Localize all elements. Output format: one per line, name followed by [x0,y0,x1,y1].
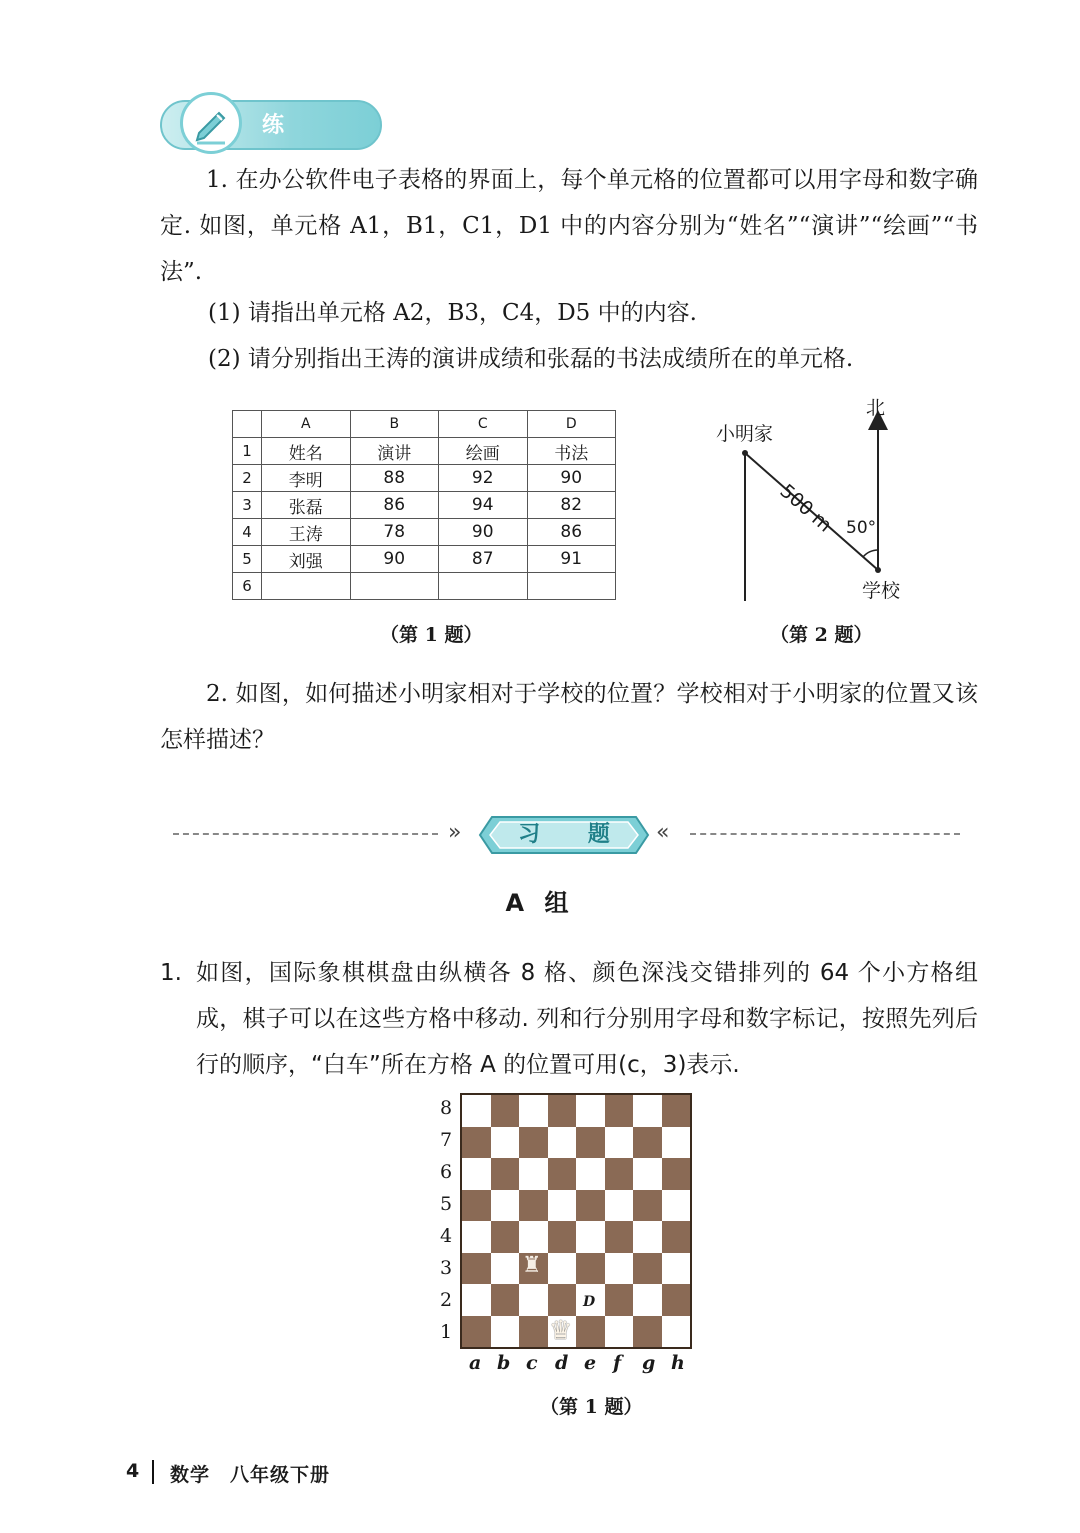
spreadsheet-figure [232,410,616,600]
chess-square [548,1284,577,1316]
spreadsheet-cell: 92 [439,465,528,492]
chess-square [548,1253,577,1285]
chess-square [576,1253,605,1285]
spreadsheet-row [233,438,616,465]
chess-square [633,1316,662,1348]
spreadsheet-cell: 姓名 [262,438,351,465]
spreadsheet-row-number: 2 [233,465,262,492]
file-label: f [613,1352,622,1374]
chess-square [519,1127,548,1159]
figure-chessboard-caption: （第 1 题） [540,1396,643,1418]
book-title: 数学 八年级下册 [170,1464,331,1486]
angle-arc [863,550,878,557]
chess-queen-icon: ♛ [549,1316,573,1346]
chess-square [548,1127,577,1159]
chess-square [605,1221,634,1253]
figure-1-caption: （第 1 题） [380,624,483,646]
angle-label: 50° [846,518,877,538]
chess-square [633,1158,662,1190]
chess-square [605,1316,634,1348]
spreadsheet-column-header: D [527,411,616,438]
chess-square [491,1127,520,1159]
chess-square [519,1158,548,1190]
exercise-question-number: 1. [160,960,182,986]
spreadsheet-column-header-row [233,411,616,438]
chess-square [462,1253,491,1285]
file-label: a [469,1352,482,1374]
practice-question-1-part-2: (2) 请分别指出王涛的演讲成绩和张磊的书法成绩所在的单元格. [208,346,854,372]
chess-square [662,1095,691,1127]
chess-square [491,1316,520,1348]
chess-square [491,1190,520,1222]
spreadsheet-row-number: 4 [233,519,262,546]
chess-square [548,1158,577,1190]
chess-square [491,1221,520,1253]
spreadsheet-row [233,519,616,546]
spreadsheet-cell: 78 [350,519,439,546]
chess-square [633,1221,662,1253]
chevron-right-icon: » [448,820,462,845]
chess-square [462,1316,491,1348]
spreadsheet-column-header: B [350,411,439,438]
spreadsheet-cell [350,573,439,600]
divider-right [690,833,960,835]
chess-square [605,1284,634,1316]
school-label: 学校 [862,580,901,602]
chess-square [519,1190,548,1222]
spreadsheet-column-header: A [262,411,351,438]
chess-rook-icon: ♜ [522,1253,542,1278]
file-label: h [671,1352,685,1374]
exercise-question-1: 如图，国际象棋棋盘由纵横各 8 格、颜色深浅交错排列的 64 个小方格组成，棋子可以在这些方格中移动. 列和行分别用字母和数字标记，按照先列后行的顺序，“白车”所在方格 A 的位置可用(c，3)表示. [196,960,978,1078]
chess-square [462,1221,491,1253]
spreadsheet-cell: 82 [527,492,616,519]
spreadsheet-cell: 李明 [262,465,351,492]
practice-question-1-part-1: (1) 请指出单元格 A2，B3，C4，D5 中的内容. [208,300,697,326]
chess-square [662,1158,691,1190]
chess-square [576,1158,605,1190]
practice-question-2: 2. 如图，如何描述小明家相对于学校的位置？学校相对于小明家的位置又该怎样描述？ [160,681,978,753]
spreadsheet-cell: 91 [527,546,616,573]
spreadsheet-row-number: 6 [233,573,262,600]
rank-label: 8 [440,1097,453,1119]
chevron-left-icon: « [656,820,670,845]
spreadsheet-cell [439,573,528,600]
spreadsheet-cell [262,573,351,600]
chess-square [519,1221,548,1253]
spreadsheet-corner-cell [233,411,262,438]
spreadsheet-cell: 88 [350,465,439,492]
spreadsheet-row-number: 5 [233,546,262,573]
chess-square [605,1158,634,1190]
chess-square [605,1095,634,1127]
exercise-title: 习 题 [518,822,630,847]
chess-square [633,1095,662,1127]
chess-square [576,1316,605,1348]
rank-label: 7 [440,1129,453,1151]
spreadsheet-cell: 王涛 [262,519,351,546]
spreadsheet-cell: 张磊 [262,492,351,519]
spreadsheet-cell: 87 [439,546,528,573]
spreadsheet-row [233,492,616,519]
chess-square [576,1127,605,1159]
divider-left [173,833,438,835]
distance-label: 500 m [775,480,836,537]
rank-label: 4 [440,1225,453,1247]
home-point [742,450,748,456]
chess-square [633,1284,662,1316]
chess-square [548,1190,577,1222]
practice-title: 练 习 [262,113,303,174]
spreadsheet-cell: 刘强 [262,546,351,573]
spreadsheet-cell [527,573,616,600]
home-label: 小明家 [716,423,774,445]
spreadsheet-cell: 90 [439,519,528,546]
chess-square [605,1127,634,1159]
rank-label: 3 [440,1257,453,1279]
chess-square [662,1221,691,1253]
spreadsheet-cell: 90 [350,546,439,573]
chess-square [548,1221,577,1253]
chess-square [548,1095,577,1127]
spreadsheet-cell: 90 [527,465,616,492]
chess-square [462,1190,491,1222]
spreadsheet-cell: 绘画 [439,438,528,465]
spreadsheet-row-number: 1 [233,438,262,465]
spreadsheet-row [233,546,616,573]
rank-label: 1 [440,1321,453,1343]
file-label: g [642,1352,656,1374]
file-label: c [526,1352,538,1374]
rank-label: 2 [440,1289,453,1311]
chess-square [662,1190,691,1222]
file-label: e [584,1352,597,1374]
chess-square [576,1190,605,1222]
group-title: A 组 [505,889,575,917]
chess-square [462,1095,491,1127]
spreadsheet-row [233,573,616,600]
spreadsheet-cell: 86 [527,519,616,546]
chess-square [519,1284,548,1316]
chess-square [605,1253,634,1285]
spreadsheet-row [233,465,616,492]
chessboard [460,1093,692,1349]
spreadsheet-row-number: 3 [233,492,262,519]
chess-square [519,1095,548,1127]
chess-square [662,1253,691,1285]
chess-square [633,1190,662,1222]
page-number: 4 [126,1460,140,1482]
chess-square [491,1284,520,1316]
chess-square [462,1284,491,1316]
spreadsheet-cell: 86 [350,492,439,519]
chess-square [633,1127,662,1159]
chess-square [491,1158,520,1190]
square-marker-label: D [583,1294,596,1310]
chess-square [491,1095,520,1127]
chess-square [662,1316,691,1348]
chess-square [462,1158,491,1190]
rank-label: 5 [440,1193,453,1215]
rank-label: 6 [440,1161,453,1183]
chess-square [576,1095,605,1127]
spreadsheet-column-header: C [439,411,528,438]
practice-question-1: 1. 在办公软件电子表格的界面上，每个单元格的位置都可以用字母和数字确定. 如图，单元格 A1，B1，C1，D1 中的内容分别为“姓名”“演讲”“绘画”“书法”. [160,167,978,285]
footer-divider [152,1460,154,1484]
spreadsheet-cell: 94 [439,492,528,519]
chess-square [662,1284,691,1316]
spreadsheet-cell: 演讲 [350,438,439,465]
chess-square [605,1190,634,1222]
school-point [875,567,881,573]
chess-square [662,1127,691,1159]
file-label: d [555,1352,569,1374]
spreadsheet-cell: 书法 [527,438,616,465]
chess-square [462,1127,491,1159]
file-label: b [497,1352,511,1374]
chess-square [633,1253,662,1285]
chess-square [576,1221,605,1253]
figure-2-caption: （第 2 题） [770,624,873,646]
chess-square [519,1316,548,1348]
chess-square [491,1253,520,1285]
pencil-icon [180,92,242,154]
north-label: 北 [866,397,886,419]
